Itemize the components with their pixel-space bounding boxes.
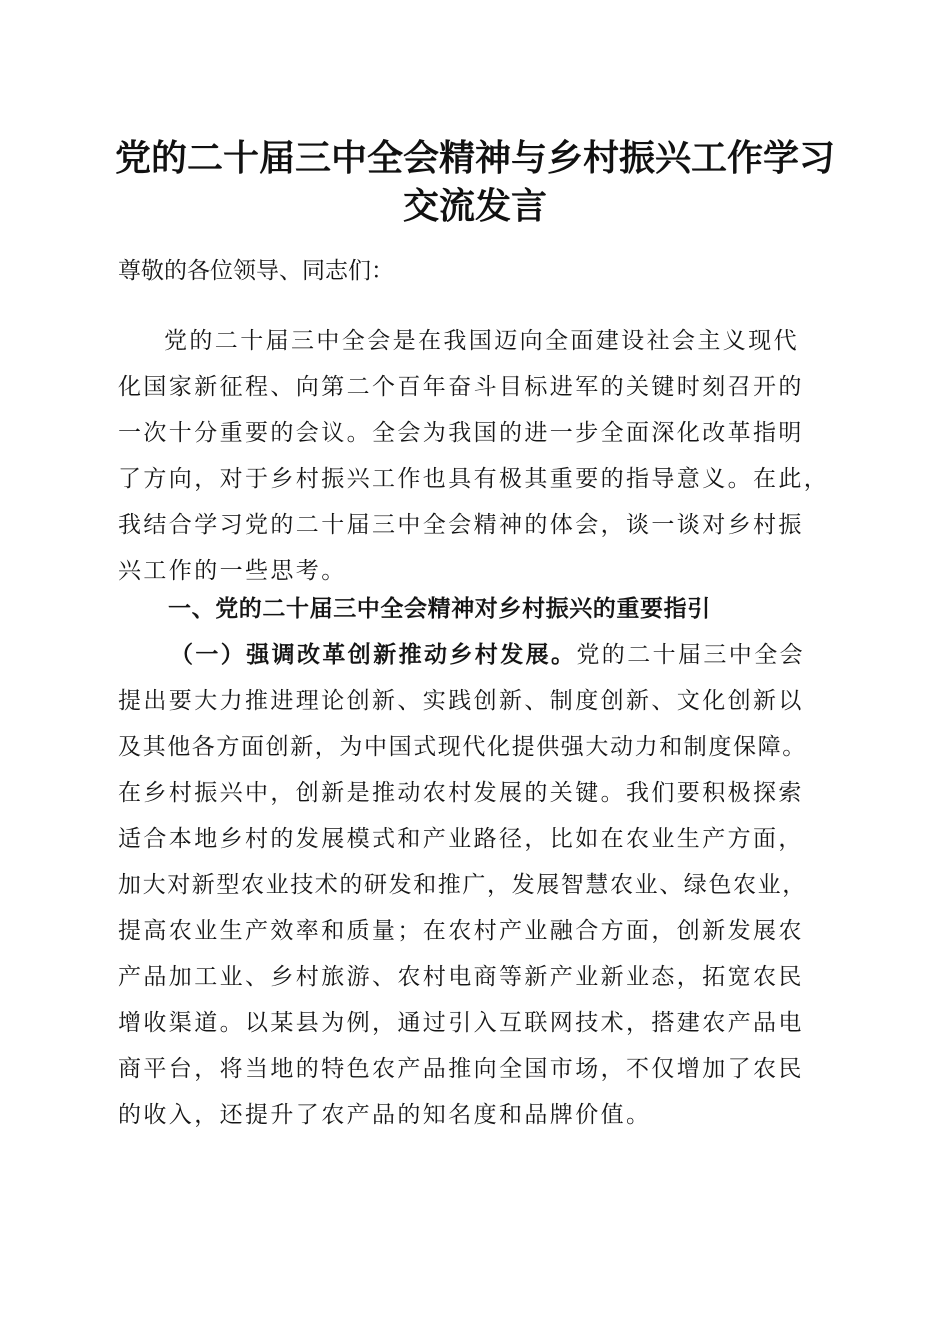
intro-line: 了方向，对于乡村振兴工作也具有极其重要的指导意义。在此， — [118, 466, 830, 492]
subsection-lead: （一）强调改革创新推动乡村发展。 — [170, 642, 577, 668]
subsection-line: 提高农业生产效率和质量；在农村产业融合方面，创新发展农 — [118, 918, 804, 944]
intro-line: 一次十分重要的会议。全会为我国的进一步全面深化改革指明 — [118, 420, 804, 446]
intro-line: 我结合学习党的二十届三中全会精神的体会，谈一谈对乡村振 — [118, 512, 804, 538]
salutation: 尊敬的各位领导、同志们： — [118, 258, 394, 284]
subsection-line: 提出要大力推进理论创新、实践创新、制度创新、文化创新以 — [118, 688, 804, 714]
subsection-paragraph — [118, 632, 830, 1138]
subsection-line: 在乡村振兴中，创新是推动农村发展的关键。我们要积极探索 — [118, 780, 804, 806]
section-heading: 一、党的二十届三中全会精神对乡村振兴的重要指引 — [168, 596, 711, 622]
document-title-line-2: 交流发言 — [402, 185, 547, 227]
intro-line: 党的二十届三中全会是在我国迈向全面建设社会主义现代 — [164, 328, 799, 354]
intro-line: 化国家新征程、向第二个百年奋斗目标进军的关键时刻召开的 — [118, 374, 804, 400]
intro-line: 兴工作的一些思考。 — [118, 558, 347, 584]
subsection-line: 加大对新型农业技术的研发和推广，发展智慧农业、绿色农业， — [118, 872, 807, 898]
subsection-line: 产品加工业、乡村旅游、农村电商等新产业新业态，拓宽农民 — [118, 964, 804, 990]
subsection-line: 增收渠道。以某县为例，通过引入互联网技术，搭建农产品电 — [118, 1010, 804, 1036]
subsection-line: 商平台，将当地的特色农产品推向全国市场，不仅增加了农民 — [118, 1056, 804, 1082]
subsection-line: 党的二十届三中全会 — [576, 642, 806, 668]
subsection-line: 的收入，还提升了农产品的知名度和品牌价值。 — [118, 1102, 652, 1128]
document-title-line-1: 党的二十届三中全会精神与乡村振兴工作学习 — [114, 137, 835, 179]
subsection-line: 适合本地乡村的发展模式和产业路径，比如在农业生产方面， — [118, 826, 804, 852]
intro-paragraph — [118, 318, 830, 594]
subsection-first-line — [118, 632, 830, 678]
subsection-line: 及其他各方面创新，为中国式现代化提供强大动力和制度保障。 — [118, 734, 807, 760]
